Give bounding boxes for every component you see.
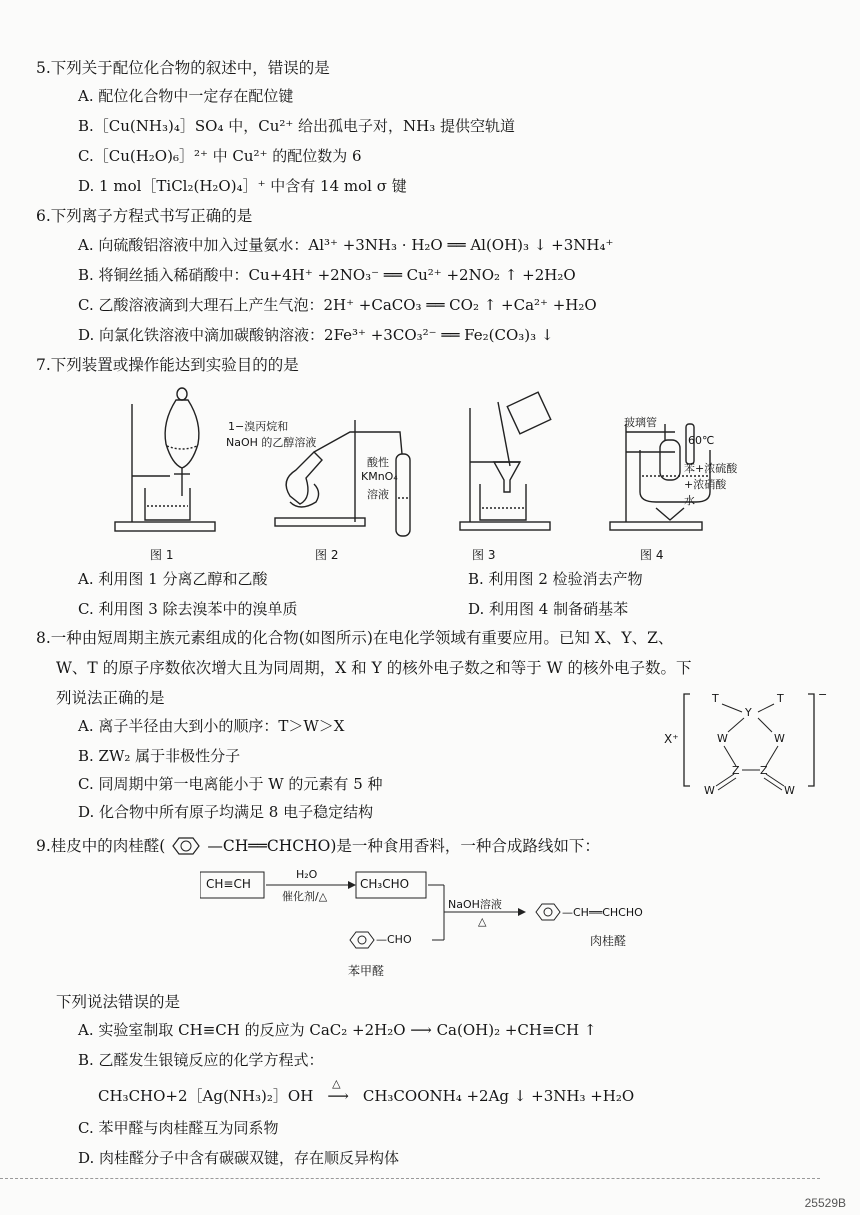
fig1-separatory-funnel <box>115 388 215 531</box>
q5-option-d: D. 1 mol［TiCl₂(H₂O)₄］⁺ 中含有 14 mol σ 键 <box>78 177 407 195</box>
atom-w-right: W <box>774 732 785 745</box>
fig2-label-2: NaOH 的乙醇溶液 <box>226 436 317 449</box>
equation-right: CH₃COONH₄ +2Ag ↓ +3NH₃ +H₂O <box>362 1087 635 1105</box>
benzaldehyde-name: 苯甲醛 <box>348 964 385 978</box>
arrow2-bottom: △ <box>478 915 487 928</box>
q6-option-c: C. 乙酸溶液滴到大理石上产生气泡：2H⁺ +CaCO₃ ══ CO₂ ↑ +Ca²⁺ +H₂O <box>78 296 597 314</box>
q8-option-b: B. ZW₂ 属于非极性分子 <box>78 747 241 765</box>
q8-option-d: D. 化合物中所有原子均满足 8 电子稳定结构 <box>78 803 374 821</box>
cinnamaldehyde-name: 肉桂醛 <box>590 934 627 948</box>
q9-option-b-equation <box>98 1077 635 1106</box>
arrow1-bottom: 催化剂/△ <box>282 890 328 903</box>
anion-charge: − <box>818 688 828 701</box>
q7-option-d: D. 利用图 4 制备硝基苯 <box>468 600 629 618</box>
atom-t-right: T <box>777 692 784 705</box>
q6-option-b: B. 将铜丝插入稀硝酸中：Cu+4H⁺ +2NO₃⁻ ══ Cu²⁺ +2NO₂ ↑ +2H₂O <box>78 266 576 284</box>
atom-w-bottom-left: W <box>704 784 715 797</box>
q9-option-d: D. 肉桂醛分子中含有碳碳双键，存在顺反异构体 <box>78 1149 400 1167</box>
box-acetaldehyde: CH₃CHO <box>360 877 410 891</box>
atom-z-right: Z <box>760 764 768 777</box>
atom-w-left: W <box>717 732 728 745</box>
q5-option-a: A. 配位化合物中一定存在配位键 <box>78 87 294 105</box>
benzaldehyde-group: —CHO <box>376 933 412 946</box>
q8-option-c: C. 同周期中第一电离能小于 W 的元素有 5 种 <box>78 775 383 793</box>
cation-x: X⁺ <box>664 732 679 746</box>
fig2-caption: 图 2 <box>315 548 339 562</box>
atom-y: Y <box>745 706 752 719</box>
q9-synthesis-route <box>200 866 720 986</box>
fig3-caption: 图 3 <box>472 548 496 562</box>
footer-divider <box>0 1178 820 1179</box>
atom-z-left: Z <box>732 764 740 777</box>
q7-stem: 7.下列装置或操作能达到实验目的的是 <box>36 356 299 374</box>
benzene-ring-icon <box>165 836 207 856</box>
q9-option-b: B. 乙醛发生银镜反应的化学方程式： <box>78 1051 324 1069</box>
fig2-label-3: 酸性 <box>367 456 389 469</box>
cinnamaldehyde-group: —CH══CHCHO <box>562 906 643 919</box>
q8-stem-line1: 8.一种由短周期主族元素组成的化合物(如图所示)在电化学领域有重要应用。已知 X、Y、Z、 <box>36 629 674 647</box>
fig2-label-4: KMnO₄ <box>361 470 398 483</box>
q5-option-b: B.［Cu(NH₃)₄］SO₄ 中，Cu²⁺ 给出孤电子对，NH₃ 提供空轨道 <box>78 117 516 135</box>
fig4-label-1: 玻璃管 <box>624 416 657 429</box>
fig2-label-1: 1−溴丙烷和 <box>228 420 289 433</box>
q5-option-c: C.［Cu(H₂O)₆］²⁺ 中 Cu²⁺ 的配位数为 6 <box>78 147 362 165</box>
fig4-label-2: 60℃ <box>688 434 715 447</box>
q7-option-c: C. 利用图 3 除去溴苯中的溴单质 <box>78 600 298 618</box>
box-acetylene: CH≡CH <box>206 877 251 891</box>
q8-structure <box>660 688 830 798</box>
q7-option-a: A. 利用图 1 分离乙醇和乙酸 <box>78 570 268 588</box>
fig3-filter-setup <box>460 392 551 530</box>
q7-option-b: B. 利用图 2 检验消去产物 <box>468 570 643 588</box>
q8-stem-line2: W、T 的原子序数依次增大且为同周期，X 和 Y 的核外电子数之和等于 W 的核外电子数。下 <box>56 659 692 677</box>
footer-code: 25529B <box>804 1196 846 1210</box>
arrow1-top: H₂O <box>296 868 318 881</box>
q9-stem-mid: —CH══CHCHO)是一种食用香料，一种合成路线如下： <box>207 837 600 855</box>
equation-arrow: △ ⟶ <box>318 1086 358 1106</box>
q9-stem-pre: 9.桂皮中的肉桂醛( <box>36 837 166 855</box>
fig1-caption: 图 1 <box>150 548 174 562</box>
q8-stem-line3: 列说法正确的是 <box>56 689 165 707</box>
atom-w-bottom-right: W <box>784 784 795 797</box>
q8-option-a: A. 离子半径由大到小的顺序：T＞W＞X <box>78 717 345 735</box>
q9-option-c: C. 苯甲醛与肉桂醛互为同系物 <box>78 1119 279 1137</box>
fig4-label-5: 水 <box>684 494 695 507</box>
fig4-label-4: +浓硝酸 <box>684 478 727 491</box>
q9-stem <box>36 836 600 856</box>
fig2-label-5: 溶液 <box>367 488 389 501</box>
q6-option-d: D. 向氯化铁溶液中滴加碳酸钠溶液：2Fe³⁺ +3CO₃²⁻ ══ Fe₂(CO₃)₃ ↓ <box>78 326 554 344</box>
q5-stem: 5.下列关于配位化合物的叙述中，错误的是 <box>36 59 330 77</box>
equation-left: CH₃CHO+2［Ag(NH₃)₂］OH <box>98 1087 314 1105</box>
fig4-label-3: 苯+浓硫酸 <box>684 462 738 475</box>
q9-ask: 下列说法错误的是 <box>56 993 181 1011</box>
q6-option-a: A. 向硫酸铝溶液中加入过量氨水：Al³⁺ +3NH₃ · H₂O ══ Al(OH)₃ ↓ +3NH₄⁺ <box>78 236 614 254</box>
q9-option-a: A. 实验室制取 CH≡CH 的反应为 CaC₂ +2H₂O ⟶ Ca(OH)₂ +CH≡CH ↑ <box>78 1021 597 1039</box>
fig4-caption: 图 4 <box>640 548 664 562</box>
equation-condition: △ <box>332 1077 341 1090</box>
arrow2-top: NaOH溶液 <box>448 898 502 911</box>
q6-stem: 6.下列离子方程式书写正确的是 <box>36 207 253 225</box>
atom-t-left: T <box>712 692 719 705</box>
